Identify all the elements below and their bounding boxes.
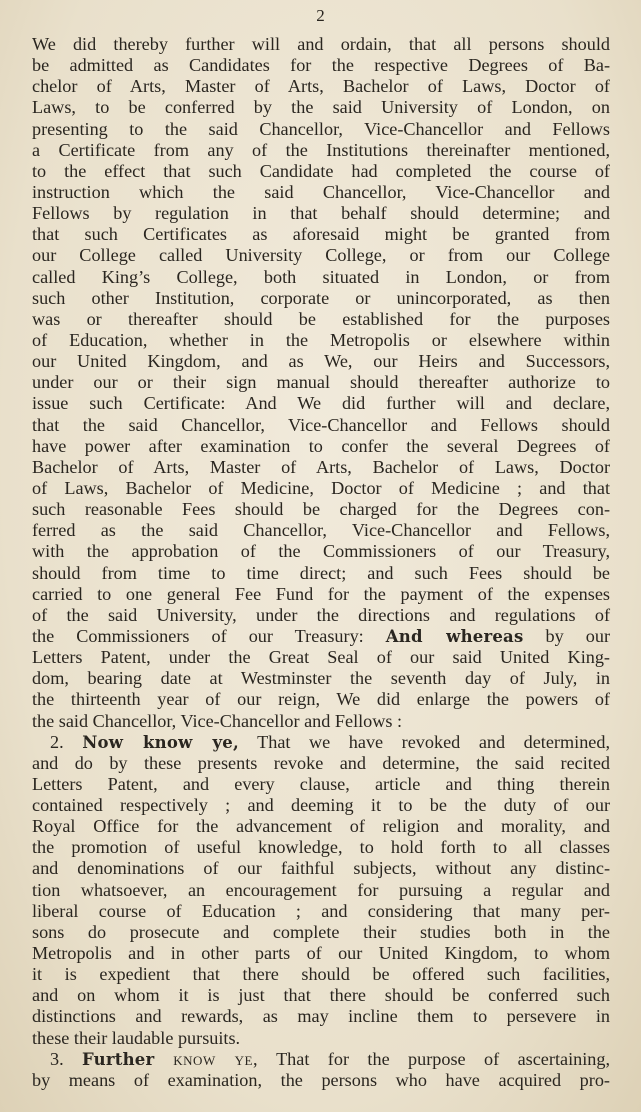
text-line: be admitted as Candidates for the respective Degrees of Ba-	[32, 55, 610, 76]
text-line: a Certificate from any of the Institutions thereinafter mentioned,	[32, 139, 610, 160]
text-line	[32, 626, 610, 647]
small-caps-phrase: know ye,	[154, 1048, 258, 1069]
text-fragment: 2.	[50, 731, 83, 752]
text-line: the said Chancellor, Vice-Chancellor and Fellows :	[32, 710, 403, 731]
text-line: dom, bearing date at Westminster the seventh day of July, in	[32, 668, 610, 689]
text-fragment: the Commissioners of our Treasury:	[32, 625, 386, 646]
text-line: Bachelor of Arts, Master of Arts, Bachelor of Laws, Doctor	[32, 456, 610, 477]
blackletter-phrase: Now know ye,	[82, 732, 239, 752]
text-line: Laws, to be conferred by the said University of London, on	[32, 97, 610, 118]
text-line: of the said University, under the directions and regulations of	[32, 604, 610, 625]
text-line: Royal Office for the advancement of religion and morality, and	[32, 816, 610, 837]
text-line: tion whatsoever, an encouragement for pursuing a regular and	[32, 879, 610, 900]
text-line: with the approbation of the Commissioners of our Treasury,	[32, 541, 610, 562]
text-line: to the effect that such Candidate had completed the course of	[32, 160, 610, 181]
text-line: such other Institution, corporate or unincorporated, as then	[32, 287, 610, 308]
text-line	[32, 1049, 610, 1070]
text-line: and do by these presents revoke and determine, the said recited	[32, 752, 610, 773]
text-line: by means of examination, the persons who have acquired pro-	[32, 1069, 610, 1090]
text-line: the promotion of useful knowledge, to hold forth to all classes	[32, 837, 610, 858]
text-fragment: by our	[523, 625, 610, 646]
text-line: of Laws, Bachelor of Medicine, Doctor of Medicine ; and that	[32, 477, 610, 498]
text-line: carried to one general Fee Fund for the payment of the expenses	[32, 583, 610, 604]
text-line: and on whom it is just that there should be conferred such	[32, 985, 610, 1006]
text-line: it is expedient that there should be offered such facilities,	[32, 964, 610, 985]
text-fragment: That for the purpose of ascertaining,	[258, 1048, 610, 1069]
text-fragment: That we have revoked and determined,	[238, 731, 610, 752]
text-line: called King’s College, both situated in London, or from	[32, 266, 610, 287]
text-line: contained respectively ; and deeming it to be the duty of our	[32, 795, 610, 816]
blackletter-phrase: Further	[82, 1049, 155, 1069]
text-line: our United Kingdom, and as We, our Heirs and Successors,	[32, 351, 610, 372]
text-line: should from time to time direct; and such Fees should be	[32, 562, 610, 583]
text-line: of Education, whether in the Metropolis or elsewhere within	[32, 329, 610, 350]
text-line: under our or their sign manual should thereafter authorize to	[32, 372, 610, 393]
text-line: our College called University College, or from our College	[32, 245, 610, 266]
text-line: chelor of Arts, Master of Arts, Bachelor of Laws, Doctor of	[32, 76, 610, 97]
text-line: liberal course of Education ; and considering that many per-	[32, 900, 610, 921]
text-line: We did thereby further will and ordain, that all persons should	[32, 34, 610, 54]
document-body	[32, 34, 610, 1091]
text-line: Fellows by regulation in that behalf should determine; and	[32, 203, 610, 224]
text-fragment: 3.	[50, 1048, 83, 1069]
text-line: distinctions and rewards, as may incline them to persevere in	[32, 1006, 610, 1027]
text-line: Metropolis and in other parts of our United Kingdom, to whom	[32, 943, 610, 964]
text-line: that the said Chancellor, Vice-Chancellor and Fellows should	[32, 414, 610, 435]
text-line: such reasonable Fees should be charged for the Degrees con-	[32, 499, 610, 520]
text-line: ferred as the said Chancellor, Vice-Chancellor and Fellows,	[32, 520, 610, 541]
text-line: presenting to the said Chancellor, Vice-Chancellor and Fellows	[32, 118, 610, 139]
text-line: was or thereafter should be established for the purposes	[32, 308, 610, 329]
text-line: instruction which the said Chancellor, Vice-Chancellor and	[32, 181, 610, 202]
text-line: issue such Certificate: And We did further will and declare,	[32, 393, 610, 414]
text-line: Letters Patent, and every clause, article and thing therein	[32, 773, 610, 794]
text-line: the thirteenth year of our reign, We did enlarge the powers of	[32, 689, 610, 710]
text-line: that such Certificates as aforesaid might be granted from	[32, 224, 610, 245]
text-line: Letters Patent, under the Great Seal of our said United King-	[32, 647, 610, 668]
page-number: 2	[316, 6, 325, 25]
blackletter-phrase: And whereas	[385, 626, 524, 646]
text-line: and denominations of our faithful subjects, without any distinc-	[32, 858, 610, 879]
text-line: have power after examination to confer the several Degrees of	[32, 435, 610, 456]
text-line: these their laudable pursuits.	[32, 1027, 241, 1048]
text-line	[32, 732, 610, 753]
text-line: sons do prosecute and complete their studies both in the	[32, 921, 610, 942]
